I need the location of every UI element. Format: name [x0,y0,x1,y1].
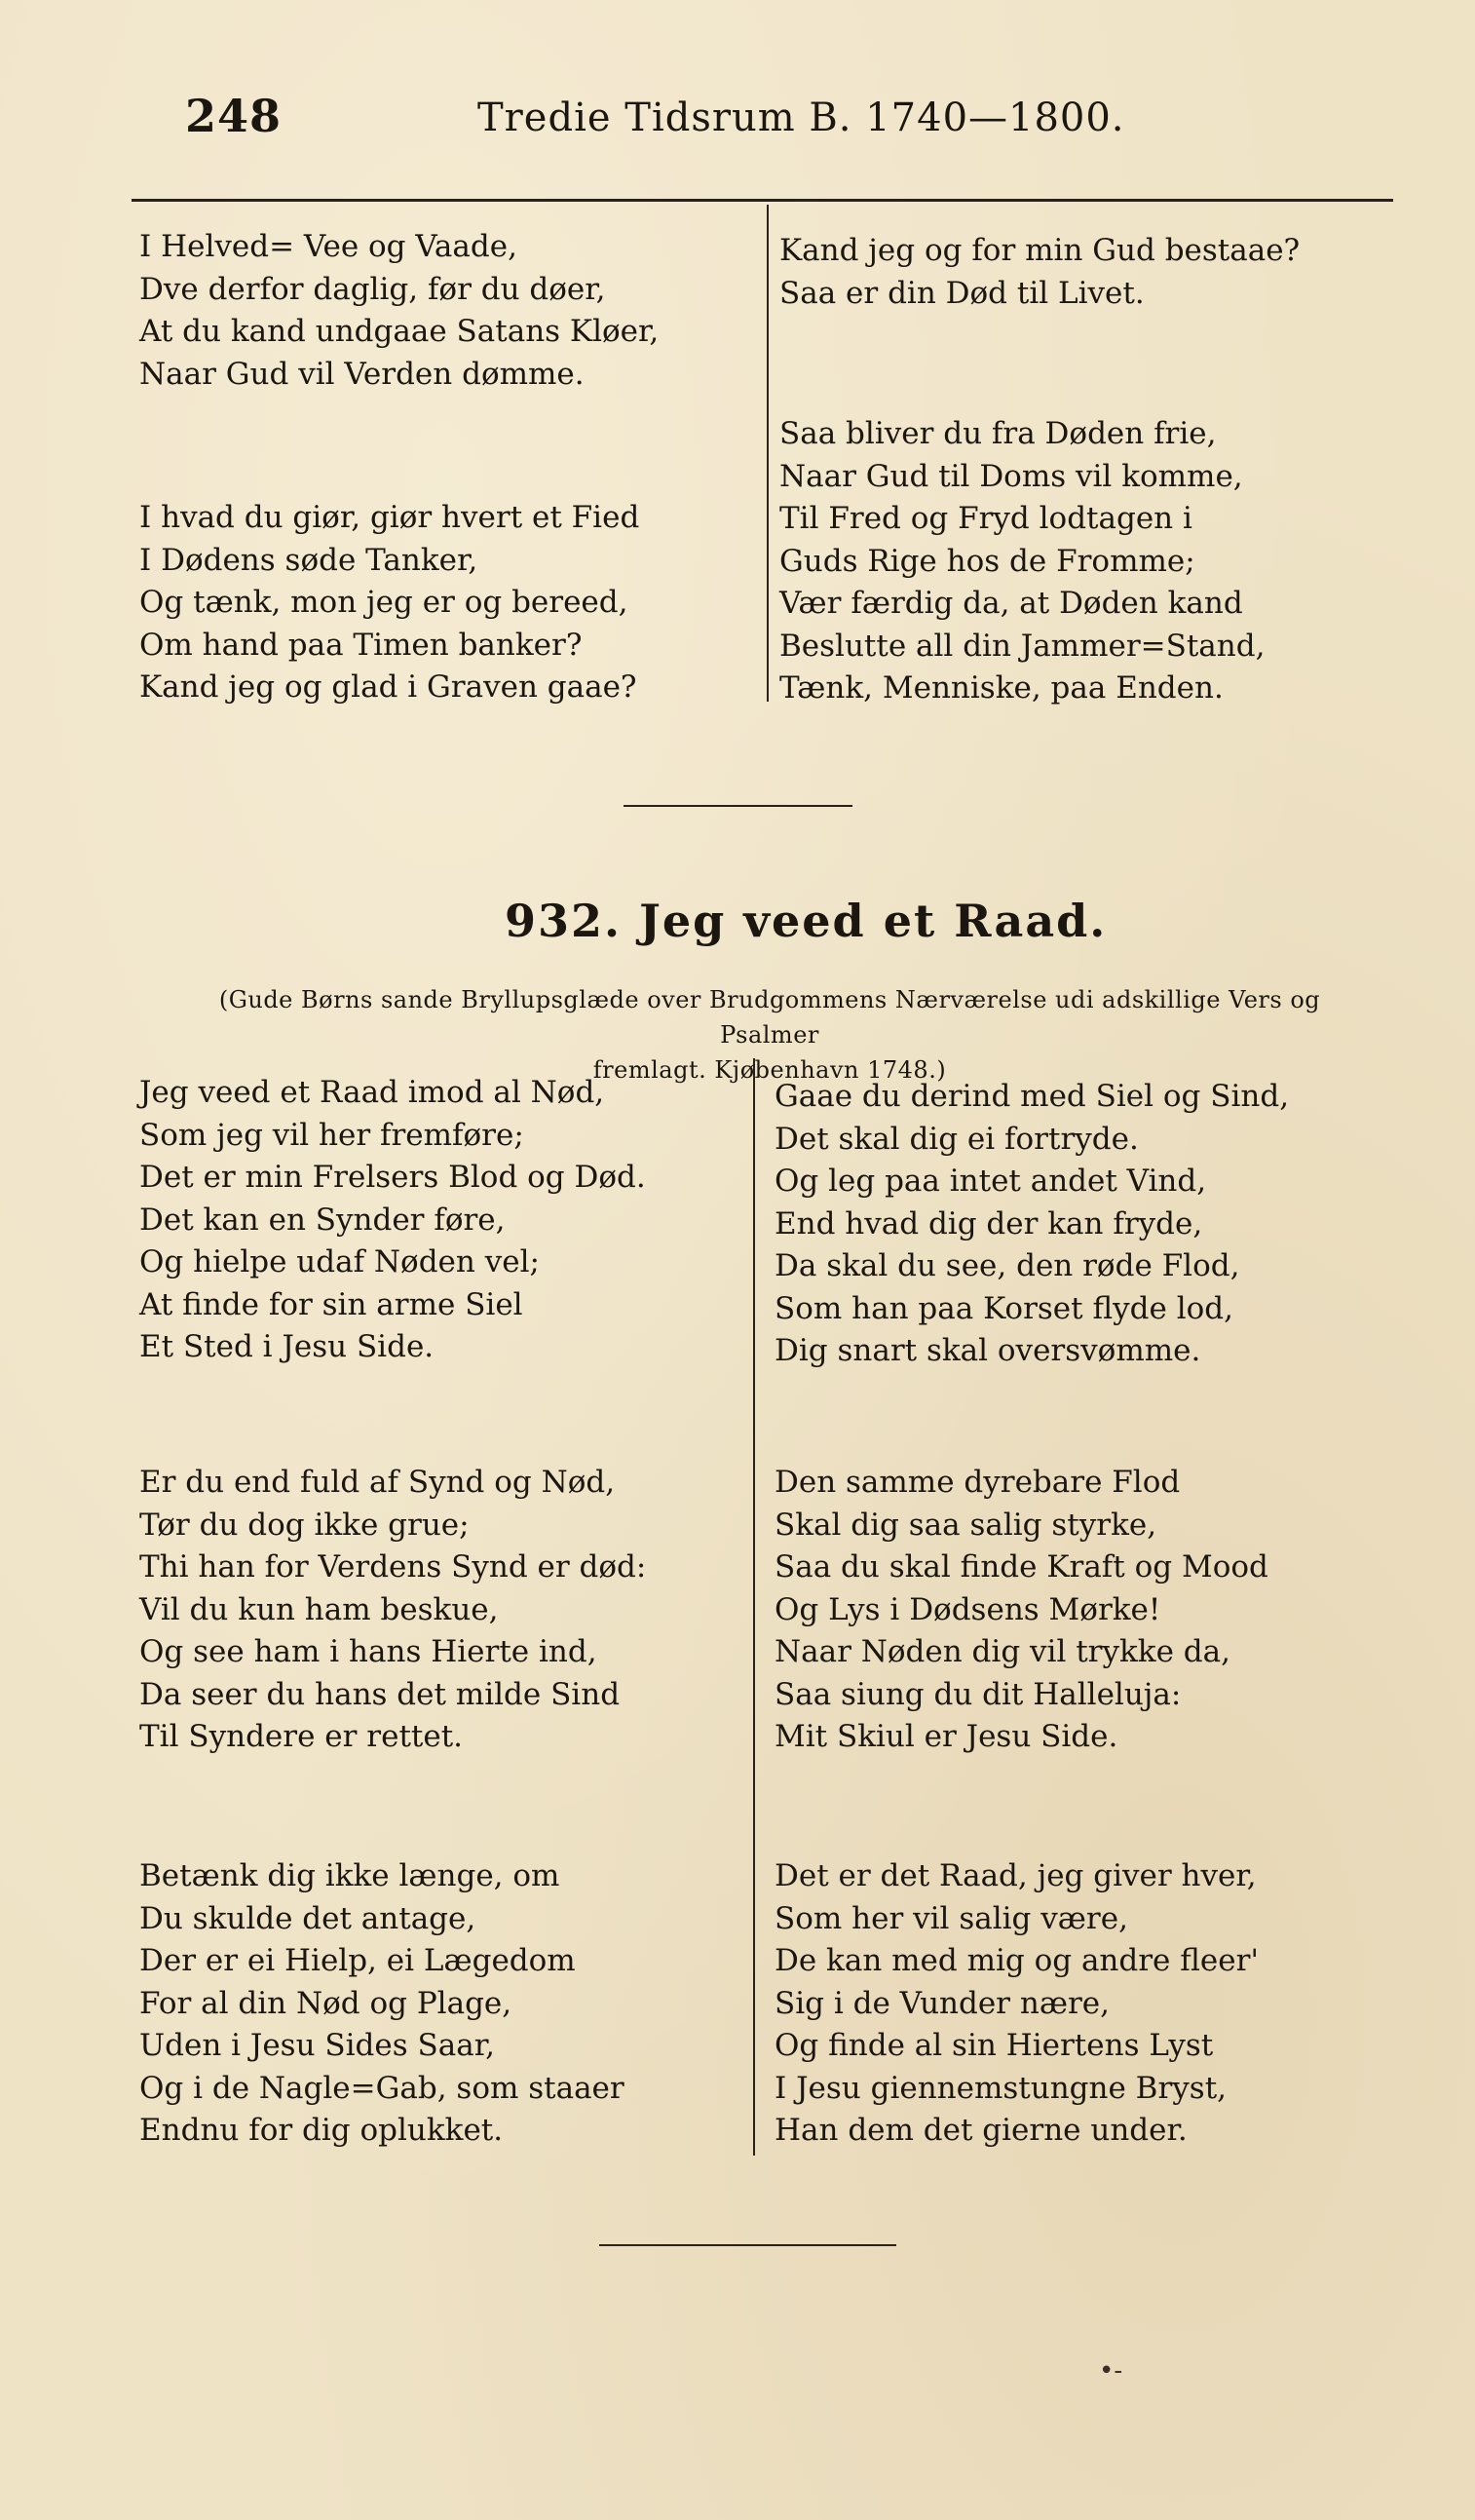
verse-line: Kand jeg og for min Gud bestaae? [779,233,1301,268]
verse-line: Der er ei Hielp, ei Lægedom [139,1943,576,1978]
column-divider-top [767,205,769,702]
prev-right-stanza-1 [779,230,1300,315]
verse-line: At du kand undgaae Satans Kløer, [139,314,660,349]
verse-line: End hvad dig der kan fryde, [775,1205,1203,1241]
verse-line: Dig snart skal oversvømme. [775,1333,1201,1368]
verse-line: Som her vil salig være, [775,1900,1128,1936]
verse-line: Og see ham i hans Hierte ind, [139,1634,597,1669]
verse-line: Vil du kun ham beskue, [139,1591,499,1627]
verse-line: Saa siung du dit Halleluja: [775,1676,1182,1712]
verse-line: Den samme dyrebare Flod [775,1465,1181,1500]
prev-left-stanza-2 [139,497,639,709]
verse-line: Mit Skiul er Jesu Side. [775,1719,1118,1754]
verse-line: Dve derfor daglig, før du døer, [139,271,606,307]
left-stanza-3 [139,1855,624,2153]
verse-line: I Helved= Vee og Vaade, [139,229,517,264]
verse-line: Jeg veed et Raad imod al Nød, [139,1075,605,1110]
verse-line: Uden i Jesu Sides Saar, [139,2028,495,2063]
verse-line: Som han paa Korset flyde lod, [775,1290,1233,1326]
verse-line: De kan med mig og andre fleer' [775,1943,1259,1978]
verse-line: Guds Rige hos de Fromme; [779,543,1195,579]
verse-line: Saa du skal finde Kraft og Mood [775,1549,1268,1585]
verse-line: Thi han for Verdens Synd er død: [139,1549,647,1585]
page-number: 248 [185,90,283,142]
verse-line: Kand jeg og glad i Graven gaae? [139,669,637,705]
verse-line: For al din Nød og Plage, [139,1985,512,2021]
header-rule [132,199,1393,202]
prev-left-stanza-1 [139,226,659,396]
verse-line: Et Sted i Jesu Side. [139,1329,435,1364]
right-stanza-1 [775,1076,1289,1373]
verse-line: Og Lys i Dødsens Mørke! [775,1591,1161,1627]
verse-line: Da skal du see, den røde Flod, [775,1248,1240,1283]
verse-line: Om hand paa Timen banker? [139,627,583,663]
left-stanza-1 [139,1072,646,1369]
verse-line: Da seer du hans det milde Sind [139,1676,621,1712]
verse-line: Endnu for dig oplukket. [139,2113,504,2148]
source-line-1: (Gude Børns sande Bryllupsglæde over Brudgommens Nærværelse udi adskillige Vers og Psalmer [218,986,1321,1049]
verse-line: Betænk dig ikke længe, om [139,1858,560,1893]
left-stanza-2 [139,1462,646,1759]
verse-line: Det er min Frelsers Blod og Død. [139,1160,646,1195]
hymn-heading [505,895,1107,947]
verse-line: Til Fred og Fryd lodtagen i [779,501,1192,536]
verse-line: Og i de Nagle=Gab, som staaer [139,2070,624,2106]
verse-line: Det skal dig ei fortryde. [775,1121,1139,1157]
verse-line: Er du end fuld af Synd og Nød, [139,1465,616,1500]
verse-line: At finde for sin arme Siel [139,1286,523,1322]
verse-line: I Dødens søde Tanker, [139,542,478,578]
verse-line: Og hielpe udaf Nøden vel; [139,1244,540,1279]
verse-line: Og tænk, mon jeg er og bereed, [139,585,628,620]
right-stanza-3 [775,1855,1259,2153]
verse-line: Naar Gud vil Verden dømme. [139,356,585,392]
verse-line: I Jesu giennemstungne Bryst, [775,2070,1228,2106]
verse-line: Tænk, Menniske, paa Enden. [779,670,1224,706]
verse-line: Sig i de Vunder nære, [775,1985,1110,2021]
verse-line: Og finde al sin Hiertens Lyst [775,2028,1214,2063]
verse-line: Du skulde det antage, [139,1900,476,1936]
running-title: Tredie Tidsrum B. 1740—1800. [477,95,1125,140]
right-stanza-2 [775,1462,1268,1759]
verse-line: Til Syndere er rettet. [139,1719,464,1754]
verse-line: Som jeg vil her fremføre; [139,1117,524,1153]
end-separator [599,2244,896,2246]
verse-line: Han dem det gierne under. [775,2113,1188,2148]
verse-line: Gaae du derind med Siel og Sind, [775,1079,1290,1114]
verse-line: Det kan en Synder føre, [139,1202,506,1238]
verse-line: Beslutte all din Jammer=Stand, [779,628,1266,664]
prev-right-stanza-2 [779,413,1265,710]
source-line-2: fremlagt. Kjøbenhavn 1748.) [592,1056,947,1084]
verse-line: Det er det Raad, jeg giver hver, [775,1858,1257,1893]
page-header [185,90,1393,158]
verse-line: Saa bliver du fra Døden frie, [779,416,1217,451]
verse-line: Tør du dog ikke grue; [139,1507,470,1543]
section-separator [624,805,852,807]
hymn-title: Jeg veed et Raad. [639,895,1108,947]
footer-mark: •- [1099,2356,1123,2386]
verse-line: Og leg paa intet andet Vind, [775,1164,1207,1199]
verse-line: Naar Nøden dig vil trykke da, [775,1634,1230,1669]
verse-line: Naar Gud til Doms vil komme, [779,458,1243,494]
hymn-number: 932. [505,895,623,947]
column-divider-main [753,1058,755,2156]
verse-line: Saa er din Død til Livet. [779,275,1145,311]
verse-line: I hvad du giør, giør hvert et Fied [139,500,640,535]
verse-line: Skal dig saa salig styrke, [775,1507,1157,1543]
verse-line: Vær færdig da, at Døden kand [779,586,1243,621]
